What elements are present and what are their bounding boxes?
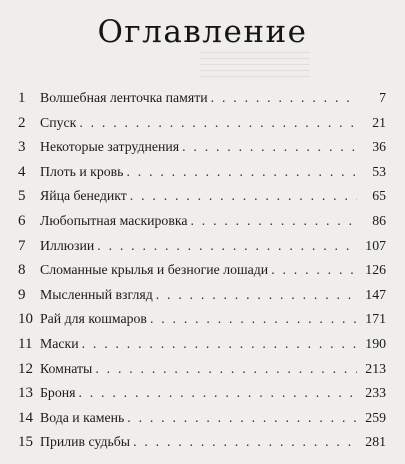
dot-leader xyxy=(78,381,357,406)
page-number: 86 xyxy=(372,212,386,228)
toc-entry xyxy=(18,258,386,283)
chapter-title: Сломанные крылья и безногие лошади xyxy=(40,262,269,278)
dot-leader xyxy=(211,86,357,111)
toc-entry xyxy=(18,283,386,308)
page-number: 147 xyxy=(365,286,386,302)
chapter-title: Некоторые затруднения xyxy=(40,139,180,155)
toc-entry xyxy=(18,184,386,209)
page-number: 190 xyxy=(365,335,386,351)
chapter-title: Прилив судьбы xyxy=(40,434,131,450)
toc-entry xyxy=(18,135,386,160)
chapter-number: 10 xyxy=(18,311,33,328)
chapter-number: 4 xyxy=(18,163,26,180)
chapter-title: Волшебная ленточка памяти xyxy=(40,90,208,105)
page-title: Оглавление xyxy=(97,14,308,50)
dot-leader xyxy=(82,332,357,357)
page-number: 233 xyxy=(365,385,386,401)
toc-entry xyxy=(18,209,386,234)
dot-leader xyxy=(150,307,357,332)
toc-entry xyxy=(18,332,386,357)
chapter-number: 5 xyxy=(18,188,26,205)
dot-leader xyxy=(97,234,357,259)
page-number: 259 xyxy=(365,409,386,425)
dot-leader xyxy=(130,184,357,209)
chapter-title: Спуск xyxy=(40,114,77,130)
page-number: 107 xyxy=(365,237,386,253)
chapter-number: 12 xyxy=(18,360,33,377)
show-through-text xyxy=(200,52,310,82)
chapter-number: 8 xyxy=(18,262,26,279)
dot-leader xyxy=(79,111,357,136)
chapter-number: 11 xyxy=(18,335,33,352)
toc-entry xyxy=(18,86,386,111)
dot-leader xyxy=(133,430,357,455)
page-number: 53 xyxy=(372,163,386,179)
chapter-title: Яйца бенедикт xyxy=(40,188,127,204)
dot-leader xyxy=(95,357,357,382)
chapter-title: Рай для кошмаров xyxy=(40,311,147,327)
chapter-title: Комнаты xyxy=(40,360,93,376)
page-number: 7 xyxy=(379,90,386,105)
toc-entry xyxy=(18,430,386,455)
toc-entry xyxy=(18,307,386,332)
chapter-title: Броня xyxy=(40,385,76,401)
toc-entry xyxy=(18,111,386,136)
chapter-title: Вода и камень xyxy=(40,409,125,425)
page-number: 171 xyxy=(365,311,386,327)
chapter-number: 14 xyxy=(18,409,33,426)
chapter-number: 9 xyxy=(18,286,26,303)
chapter-number: 1 xyxy=(18,90,26,106)
page-number: 126 xyxy=(365,262,386,278)
chapter-title: Маски xyxy=(40,335,79,351)
chapter-title: Любопытная маскировка xyxy=(40,212,188,228)
dot-leader xyxy=(127,406,357,431)
toc-entry xyxy=(18,381,386,406)
toc-entry xyxy=(18,406,386,431)
chapter-number: 13 xyxy=(18,385,33,402)
dot-leader xyxy=(271,258,357,283)
chapter-number: 15 xyxy=(18,434,33,451)
chapter-number: 6 xyxy=(18,212,26,229)
toc-entry xyxy=(18,234,386,259)
chapter-title: Мысленный взгляд xyxy=(40,286,153,302)
chapter-number: 3 xyxy=(18,139,26,156)
page-number: 281 xyxy=(365,434,386,450)
page-number: 21 xyxy=(372,114,386,130)
chapter-title: Иллюзии xyxy=(40,237,95,253)
dot-leader xyxy=(190,209,357,234)
page-number: 65 xyxy=(372,188,386,204)
dot-leader xyxy=(126,160,357,185)
page-number: 36 xyxy=(372,139,386,155)
dot-leader xyxy=(182,135,357,160)
chapter-title: Плоть и кровь xyxy=(40,163,124,179)
toc-entry xyxy=(18,357,386,382)
toc-entry xyxy=(18,160,386,185)
chapter-number: 2 xyxy=(18,114,26,131)
dot-leader xyxy=(156,283,357,308)
page-number: 213 xyxy=(365,360,386,376)
table-of-contents xyxy=(18,86,386,455)
chapter-number: 7 xyxy=(18,237,26,254)
